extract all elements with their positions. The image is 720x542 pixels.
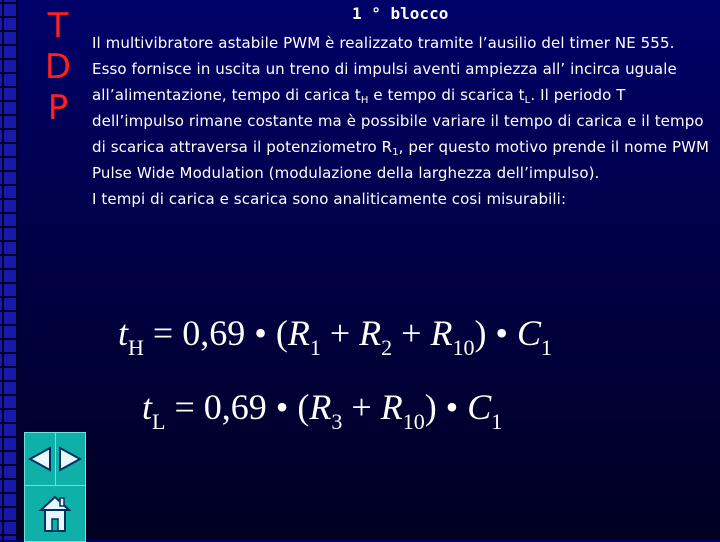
next-slide-button[interactable] (55, 433, 86, 485)
logo-letter-p: P (47, 88, 69, 128)
previous-slide-button[interactable] (25, 433, 55, 485)
triangle-right-icon (58, 446, 82, 472)
home-icon (38, 494, 72, 534)
triangle-left-icon (28, 446, 52, 472)
navigation-panel (24, 432, 86, 542)
decorative-stripe (0, 0, 18, 540)
formula-charge-time: $t_H = 0,69$ • $(R_1 + R_2 + R_{10})$ • $C_1$ (118, 313, 553, 360)
paragraph-1: Il multivibratore astabile PWM è realizzato tramite l’ausilio del timer NE 555. (92, 34, 675, 52)
slide-body (92, 30, 712, 212)
logo-letter-t: T (47, 6, 69, 46)
logo-letter-d: D (44, 47, 72, 87)
paragraph-3: I tempi di carica e scarica sono analiticamente cosi misurabili: (92, 190, 567, 208)
paragraph-2: Esso fornisce in uscita un treno di impulsi aventi ampiezza all’ incirca uguale all’alimentazione, tempo di carica $t_H$ e tempo di scarica $t_L$. Il periodo T dell’impulso rimane costante ma è possibile variare il tempo di carica e il tempo di scarica attraversa il potenziometro $R_1$, per questo motivo prende il nome PWM Pulse Wide Modulation (modulazione della larghezza dell’impulso). (92, 60, 710, 182)
logo (40, 6, 76, 129)
home-button[interactable] (25, 486, 85, 541)
formula-discharge-time: $t_L = 0,69$ • $(R_3 + R_{10})$ • $C_1$ (142, 387, 503, 434)
slide-title: 1 ° blocco (352, 4, 449, 23)
